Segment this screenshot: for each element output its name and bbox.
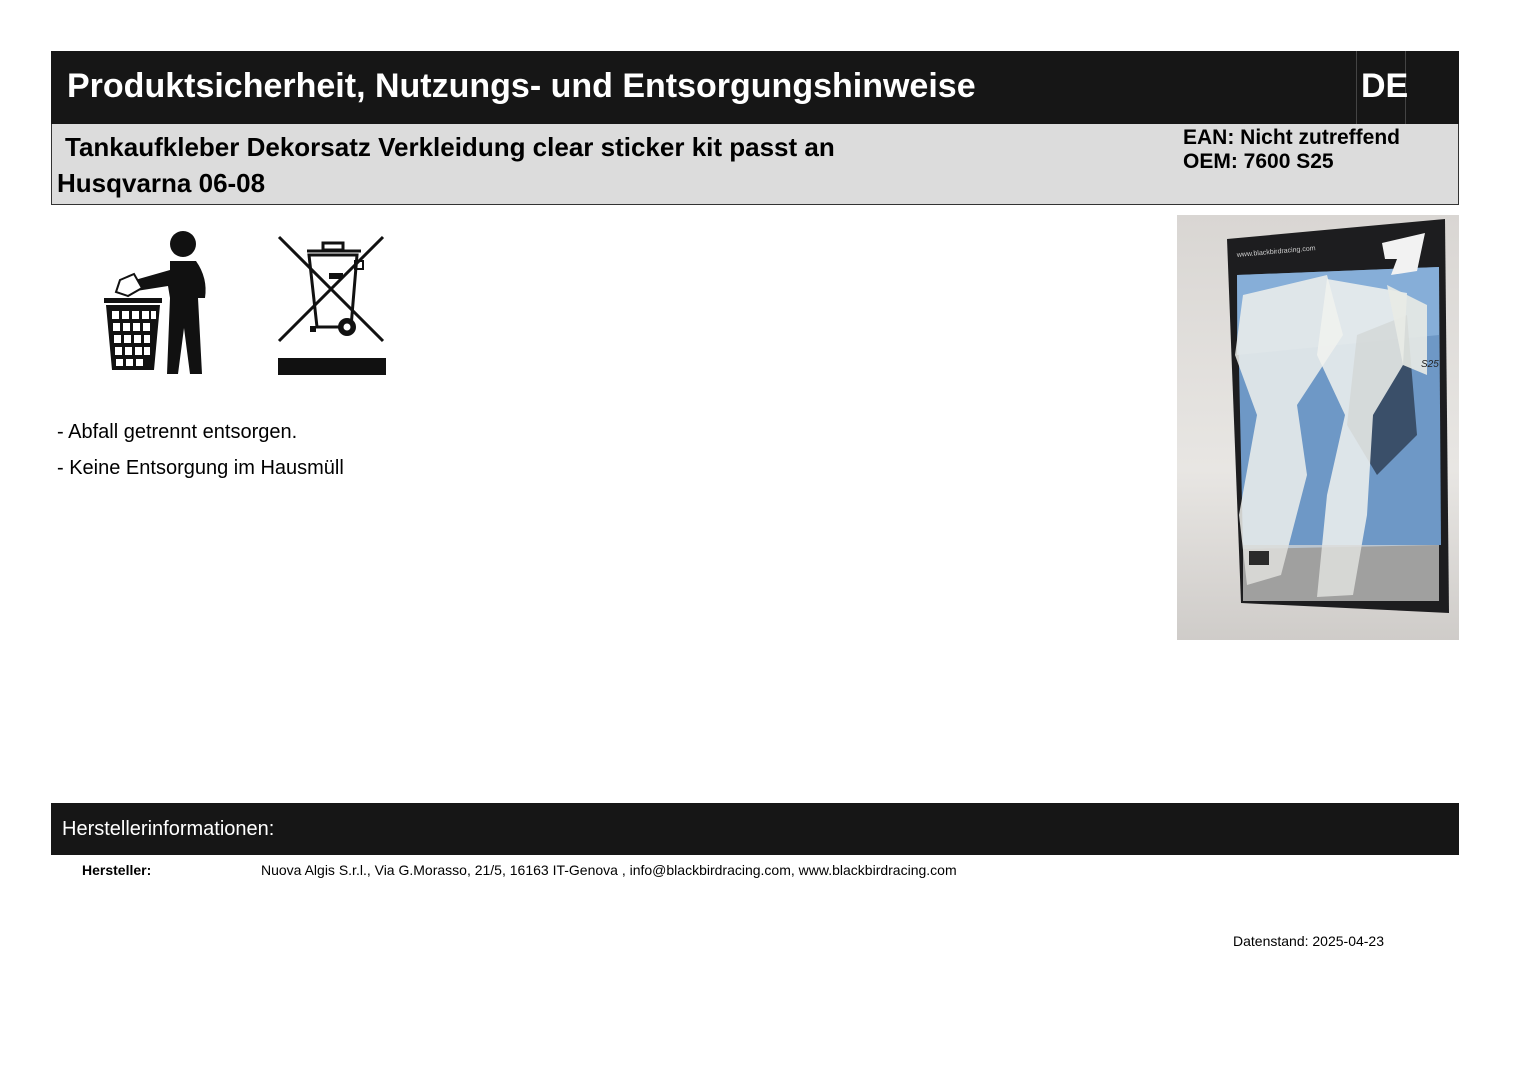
product-ids	[1183, 126, 1400, 174]
note-item: - Keine Entsorgung im Hausmüll	[57, 457, 344, 479]
product-name	[57, 129, 917, 201]
manufacturer-value: Nuova Algis S.r.l., Via G.Morasso, 21/5, 16163 IT-Genova , info@blackbirdracing.com, www.blackbirdracing.com	[261, 862, 957, 878]
photo-handwritten-code: S25	[1421, 359, 1439, 370]
product-bar	[51, 124, 1459, 205]
note-item: - Abfall getrennt entsorgen.	[57, 421, 298, 443]
dispose-in-bin-icon	[90, 228, 210, 374]
disposal-notes	[57, 414, 344, 486]
manufacturer-section-header	[51, 803, 1459, 855]
manufacturer-section-title: Herstellerinformationen:	[62, 818, 275, 840]
language-box	[1356, 51, 1409, 124]
data-date: Datenstand: 2025-04-23	[1233, 933, 1384, 949]
page-title: Produktsicherheit, Nutzungs- und Entsorgungshinweise	[67, 67, 976, 105]
weee-crossed-bin-icon	[277, 231, 389, 375]
product-photo	[1177, 215, 1459, 640]
product-photo-image	[1177, 215, 1459, 640]
product-name-line2: Husqvarna 06-08	[57, 168, 266, 198]
product-name-line1: Tankaufkleber Dekorsatz Verkleidung clear sticker kit passt an	[65, 132, 835, 162]
ean-text: EAN: Nicht zutreffend	[1183, 126, 1400, 149]
title-bar	[51, 51, 1459, 124]
oem-text: OEM: 7600 S25	[1183, 150, 1334, 173]
language-code: DE	[1361, 67, 1409, 105]
photo-brand-url: www.blackbirdracing.com	[1236, 245, 1316, 259]
manufacturer-label: Hersteller:	[82, 862, 152, 878]
